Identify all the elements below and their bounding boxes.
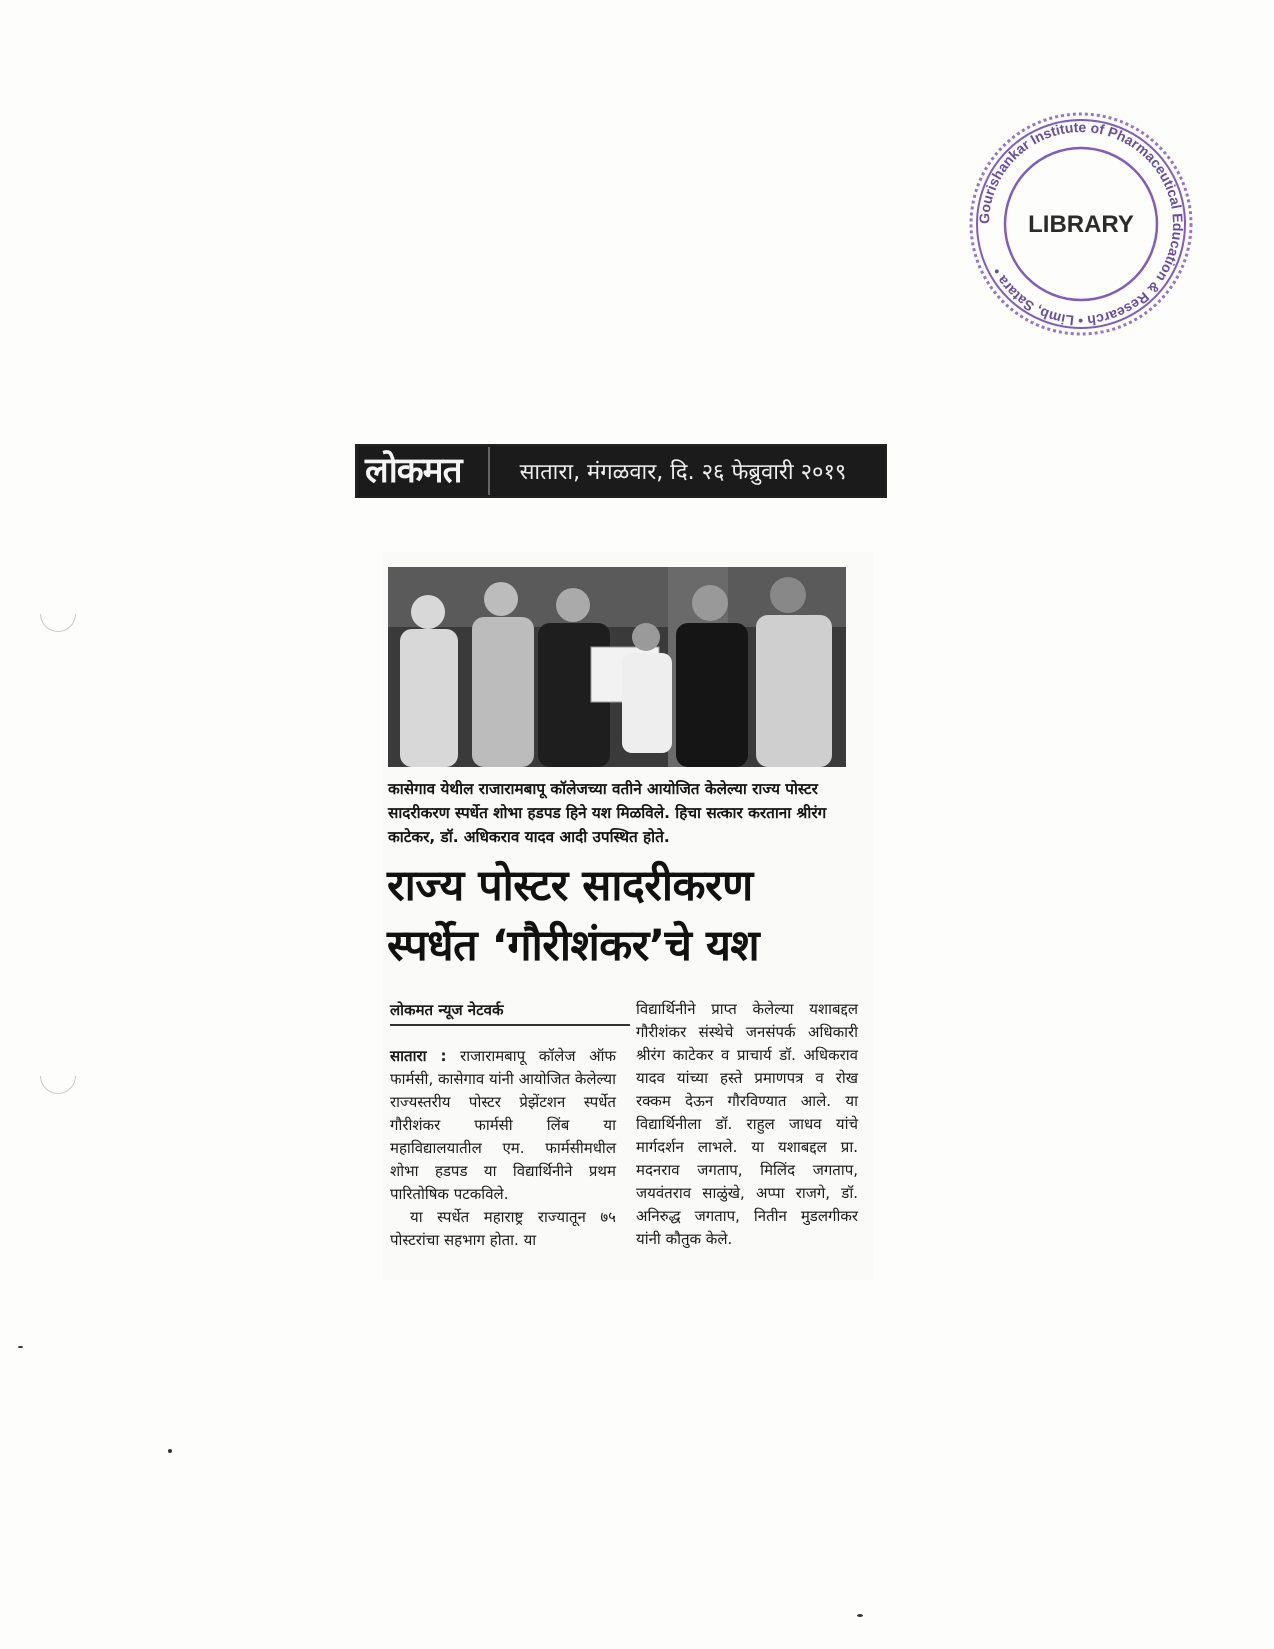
article-byline: लोकमत न्यूज नेटवर्क <box>390 1000 630 1026</box>
punch-hole-mark <box>33 589 84 640</box>
headline-line-2: स्पर्धेत ‘गौरीशंकर’चे यश <box>387 921 760 971</box>
article-column-1 <box>390 1045 616 1252</box>
stamp-ring-text: Gourishankar Institute of Pharmaceutical Education & Research • Limb, Satara • <box>975 118 1187 330</box>
masthead-dateline: सातारा, मंगळवार, दि. २६ फेब्रुवारी २०१९ <box>519 460 847 485</box>
stamp-seal-icon <box>965 108 1197 340</box>
article-paragraph-3: विद्यार्थिनीने प्राप्त केलेल्या यशाबद्दल गौरीशंकर संस्थेचे जनसंपर्क अधिकारी श्रीरंग काटेकर व प्राचार्य डॉ. अधिकराव यादव यांच्या हस्ते प्रमाणपत्र व रोख रक्कम देऊन गौरविण्यात आले. या विद्यार्थिनीला डॉ. राहुल जाधव यांचे मार्गदर्शन लाभले. या यशाबद्दल प्रा. मदनराव जगताप, मिलिंद जगताप, जयवंतराव साळुंखे, अप्पा राजगे, डॉ. अनिरुद्ध जगताप, नितीन मुडलगीकर यांनी कौतुक केले. <box>636 1000 858 1248</box>
group-photo-icon <box>388 567 846 767</box>
article-paragraph-1: राजारामबापू कॉलेज ऑफ फार्मसी, कासेगाव यांनी आयोजित केलेल्या राज्यस्तरीय पोस्टर प्रेझेंटशन स्पर्धेत गौरीशंकर फार्मसी लिंब या महाविद्यालयातील एम. फार्मसीमधील शोभा हडपड या विद्यार्थिनीने प्रथम पारितोषिक पटकविले. <box>390 1047 616 1203</box>
headline-line-1: राज्य पोस्टर सादरीकरण <box>387 861 753 911</box>
article-column-2 <box>636 998 858 1251</box>
punch-hole-mark <box>33 1051 84 1102</box>
article-headline <box>387 856 857 976</box>
library-stamp <box>965 108 1197 340</box>
newspaper-masthead <box>357 446 885 496</box>
article-dateline: सातारा : <box>390 1047 447 1065</box>
stamp-center-text: LIBRARY <box>1028 211 1134 238</box>
newspaper-logo: लोकमत <box>357 447 490 495</box>
scan-speck <box>18 1346 23 1348</box>
article-photo <box>388 567 846 767</box>
photo-caption: कासेगाव येथील राजारामबापू कॉलेजच्या वतीने आयोजित केलेल्या राज्य पोस्टर सादरीकरण स्पर्धेत शोभा हडपड हिने यश मिळविले. हिचा सत्कार करताना श्रीरंग काटेकर, डॉ. अधिकराव यादव आदी उपस्थित होते. <box>388 780 827 846</box>
scan-speck <box>857 1614 863 1617</box>
scan-speck <box>168 1449 172 1453</box>
article-paragraph-2: या स्पर्धेत महाराष्ट्र राज्यातून ७५ पोस्टरांचा सहभाग होता. या <box>390 1208 616 1249</box>
